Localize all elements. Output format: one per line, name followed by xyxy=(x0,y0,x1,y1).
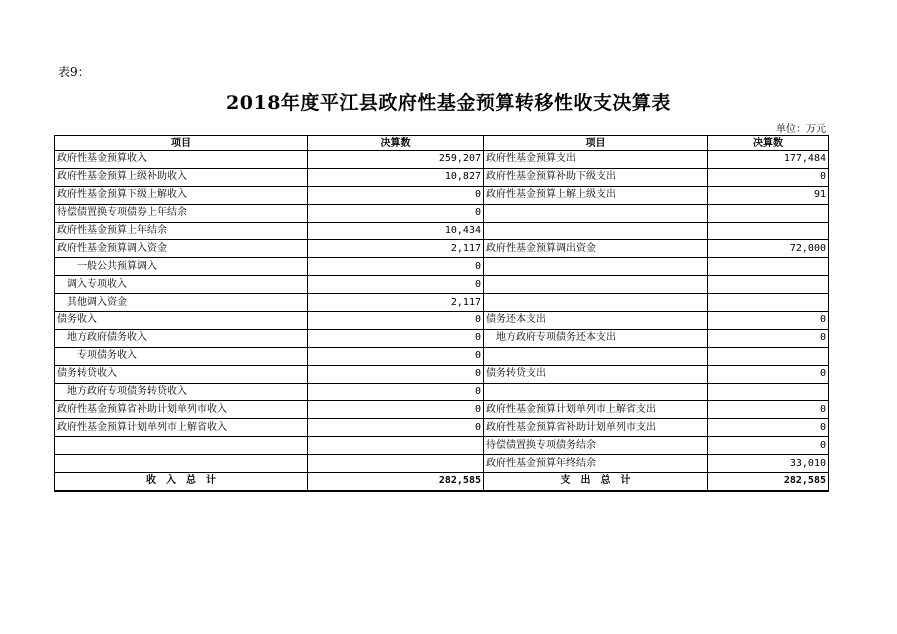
expenditure-value: 0 xyxy=(708,419,829,437)
income-item: 政府性基金预算下级上解收入 xyxy=(55,186,308,204)
table-row xyxy=(55,186,829,204)
expenditure-value: 91 xyxy=(708,186,829,204)
expenditure-value: 0 xyxy=(708,401,829,419)
income-value: 0 xyxy=(308,419,484,437)
income-value: 0 xyxy=(308,276,484,294)
expenditure-item: 待偿债置换专项债务结余 xyxy=(484,437,708,455)
expenditure-value xyxy=(708,222,829,240)
income-item: 一般公共预算调入 xyxy=(55,258,308,276)
income-item: 政府性基金预算收入 xyxy=(55,151,308,169)
expenditure-value: 72,000 xyxy=(708,240,829,258)
table-row xyxy=(55,258,829,276)
table-number: 表9： xyxy=(58,65,90,79)
income-item: 政府性基金预算上年结余 xyxy=(55,222,308,240)
expenditure-item: 债务转贷支出 xyxy=(484,365,708,383)
table-row xyxy=(55,347,829,365)
income-value: 10,827 xyxy=(308,168,484,186)
table-row xyxy=(55,151,829,169)
expenditure-value xyxy=(708,347,829,365)
expenditure-value xyxy=(708,258,829,276)
income-value: 0 xyxy=(308,312,484,330)
expenditure-value: 0 xyxy=(708,329,829,347)
unit-label: 单位：万元 xyxy=(776,124,826,135)
income-value: 0 xyxy=(308,258,484,276)
table-row xyxy=(55,401,829,419)
expenditure-item: 政府性基金预算计划单列市上解省支出 xyxy=(484,401,708,419)
table-row xyxy=(55,455,829,473)
income-item: 调入专项收入 xyxy=(55,276,308,294)
income-item: 政府性基金预算计划单列市上解省收入 xyxy=(55,419,308,437)
income-value: 0 xyxy=(308,401,484,419)
income-total-label: 收 入 总 计 xyxy=(55,473,308,491)
income-value: 259,207 xyxy=(308,151,484,169)
expenditure-item xyxy=(484,294,708,312)
expenditure-item: 政府性基金预算省补助计划单列市支出 xyxy=(484,419,708,437)
expenditure-item: 政府性基金预算年终结余 xyxy=(484,455,708,473)
expenditure-item: 政府性基金预算支出 xyxy=(484,151,708,169)
expenditure-item: 地方政府专项债务还本支出 xyxy=(484,329,708,347)
expenditure-value: 177,484 xyxy=(708,151,829,169)
income-item xyxy=(55,455,308,473)
expenditure-value: 0 xyxy=(708,437,829,455)
expenditure-value: 0 xyxy=(708,168,829,186)
income-value: 10,434 xyxy=(308,222,484,240)
income-item: 债务收入 xyxy=(55,312,308,330)
expenditure-value xyxy=(708,383,829,401)
income-item: 政府性基金预算上级补助收入 xyxy=(55,168,308,186)
income-item: 待偿债置换专项债券上年结余 xyxy=(55,204,308,222)
income-value: 0 xyxy=(308,365,484,383)
income-item: 专项债务收入 xyxy=(55,347,308,365)
table-row xyxy=(55,419,829,437)
income-total-value: 282,585 xyxy=(308,473,484,491)
income-item: 政府性基金预算省补助计划单列市收入 xyxy=(55,401,308,419)
income-value: 0 xyxy=(308,383,484,401)
table-row xyxy=(55,437,829,455)
income-value xyxy=(308,437,484,455)
totals-row xyxy=(55,473,829,491)
expenditure-item: 政府性基金预算调出资金 xyxy=(484,240,708,258)
income-item xyxy=(55,437,308,455)
table-row xyxy=(55,276,829,294)
expenditure-value xyxy=(708,204,829,222)
expenditure-item xyxy=(484,383,708,401)
table-row xyxy=(55,222,829,240)
income-value: 2,117 xyxy=(308,240,484,258)
page-title: 2018年度平江县政府性基金预算转移性收支决算表 xyxy=(226,92,671,114)
column-header: 决算数 xyxy=(708,136,829,151)
expenditure-item xyxy=(484,347,708,365)
income-value: 0 xyxy=(308,204,484,222)
column-header: 决算数 xyxy=(308,136,484,151)
expenditure-item xyxy=(484,222,708,240)
income-value: 0 xyxy=(308,186,484,204)
income-value xyxy=(308,455,484,473)
expenditure-item xyxy=(484,258,708,276)
table-row xyxy=(55,204,829,222)
income-value: 0 xyxy=(308,329,484,347)
expenditure-value xyxy=(708,276,829,294)
table-row xyxy=(55,383,829,401)
expenditure-value: 33,010 xyxy=(708,455,829,473)
income-item: 政府性基金预算调入资金 xyxy=(55,240,308,258)
table-header-row xyxy=(55,136,829,151)
column-header: 项目 xyxy=(55,136,308,151)
expenditure-item: 政府性基金预算补助下级支出 xyxy=(484,168,708,186)
expenditure-total-value: 282,585 xyxy=(708,473,829,491)
budget-table xyxy=(54,135,829,492)
income-item: 债务转贷收入 xyxy=(55,365,308,383)
table-row xyxy=(55,168,829,186)
table-row xyxy=(55,312,829,330)
table-row xyxy=(55,294,829,312)
expenditure-item: 债务还本支出 xyxy=(484,312,708,330)
income-item: 其他调入资金 xyxy=(55,294,308,312)
expenditure-value: 0 xyxy=(708,365,829,383)
income-value: 2,117 xyxy=(308,294,484,312)
column-header: 项目 xyxy=(484,136,708,151)
expenditure-item xyxy=(484,204,708,222)
table-row xyxy=(55,329,829,347)
income-item: 地方政府债务收入 xyxy=(55,329,308,347)
income-item: 地方政府专项债务转贷收入 xyxy=(55,383,308,401)
expenditure-value xyxy=(708,294,829,312)
expenditure-value: 0 xyxy=(708,312,829,330)
table-row xyxy=(55,240,829,258)
income-value: 0 xyxy=(308,347,484,365)
expenditure-item: 政府性基金预算上解上级支出 xyxy=(484,186,708,204)
table-row xyxy=(55,365,829,383)
expenditure-item xyxy=(484,276,708,294)
expenditure-total-label: 支 出 总 计 xyxy=(484,473,708,491)
